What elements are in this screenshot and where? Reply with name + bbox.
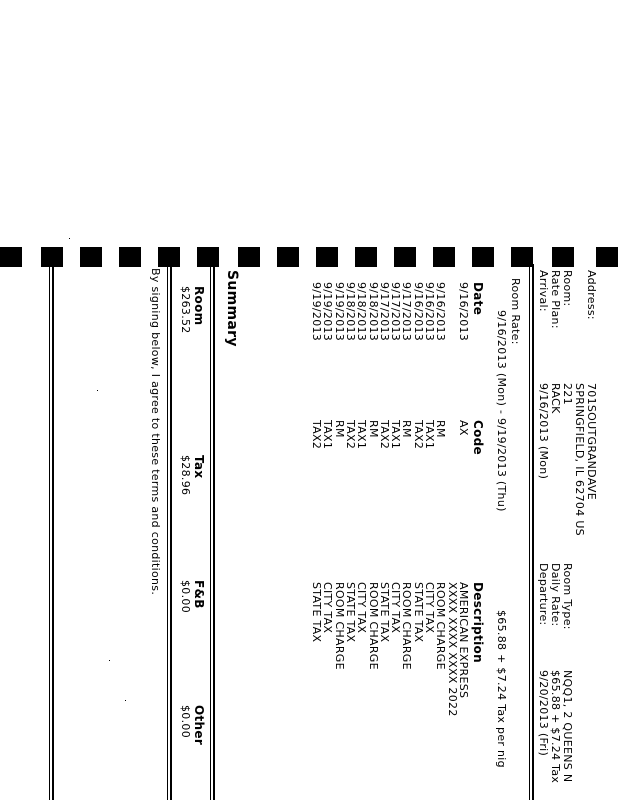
- transaction-description: ROOM CHARGE: [400, 582, 414, 670]
- registration-mark: [472, 247, 494, 267]
- transaction-date: 9/17/2013: [389, 282, 403, 342]
- arrival-value: 9/16/2013 (Mon): [537, 383, 550, 480]
- summary-fb-header: F&B: [192, 580, 206, 609]
- signature-rule: [49, 264, 50, 800]
- summary-tax-value: $28.96: [179, 455, 192, 496]
- signature-rule: [52, 264, 54, 800]
- section-rule: [532, 264, 534, 800]
- registration-mark: [277, 247, 299, 267]
- code-column-header: Code: [471, 420, 485, 455]
- departure-label: Departure:: [537, 563, 550, 626]
- transaction-description: CITY TAX: [389, 582, 403, 634]
- registration-mark: [158, 247, 180, 267]
- registration-mark: [238, 247, 260, 267]
- transaction-code: TAX1: [389, 420, 403, 450]
- room-label: Room:: [561, 270, 574, 307]
- transaction-description: STATE TAX: [310, 582, 324, 643]
- transaction-date: 9/16/2013: [434, 282, 448, 342]
- transaction-description: ROOM CHARGE: [434, 582, 448, 670]
- transaction-date: 9/19/2013: [310, 282, 324, 342]
- rate-plan-label: Rate Plan:: [549, 270, 562, 329]
- registration-mark: [316, 247, 338, 267]
- room-type-value: NQQ1, 2 QUEENS N: [561, 670, 574, 783]
- transaction-code: RM: [366, 420, 380, 438]
- scan-speck: [97, 390, 98, 391]
- transaction-description: ROOM CHARGE: [332, 582, 346, 670]
- registration-mark: [433, 247, 455, 267]
- summary-room-header: Room: [192, 286, 206, 326]
- transaction-date: 9/16/2013: [423, 282, 437, 342]
- section-rule: [213, 264, 215, 800]
- registration-mark: [0, 247, 22, 267]
- rate-plan-value: RACK: [549, 383, 562, 414]
- transaction-code: RM: [332, 420, 346, 438]
- transaction-description: CITY TAX: [321, 582, 335, 634]
- section-rule: [170, 264, 172, 800]
- transaction-code: TAX2: [310, 420, 324, 450]
- registration-mark: [355, 247, 377, 267]
- section-rule: [210, 264, 211, 800]
- transaction-code: TAX1: [355, 420, 369, 450]
- address-line2: SPRINGFIELD, IL 62704 US: [573, 383, 586, 536]
- registration-mark: [394, 247, 416, 267]
- transaction-date: 9/19/2013: [321, 282, 335, 342]
- transaction-description: STATE TAX: [377, 582, 391, 643]
- transaction-description: AMERICAN EXPRESS: [457, 582, 470, 699]
- scan-speck: [109, 660, 110, 661]
- section-rule: [529, 264, 530, 800]
- registration-mark: [80, 247, 102, 267]
- address-label: Address:: [585, 270, 598, 320]
- summary-fb-value: $0.00: [179, 580, 192, 613]
- daily-rate-label: Daily Rate:: [549, 563, 562, 627]
- room-rate-label: Room Rate:: [509, 278, 522, 345]
- registration-mark: [119, 247, 141, 267]
- transaction-description: ROOM CHARGE: [366, 582, 380, 670]
- description-column-header: Description: [471, 582, 485, 663]
- transaction-date: 9/19/2013: [332, 282, 346, 342]
- scan-speck: [125, 700, 126, 701]
- room-rate-period: 9/16/2013 (Mon) - 9/19/2013 (Thu): [495, 310, 508, 512]
- arrival-label: Arrival:: [537, 270, 550, 312]
- transaction-date: 9/16/2013: [457, 282, 470, 342]
- address-line1: 701SOUTGRANDAVE: [585, 383, 598, 500]
- section-rule: [167, 264, 168, 800]
- transaction-date: 9/17/2013: [377, 282, 391, 342]
- departure-value: 9/20/2013 (Fri): [537, 670, 550, 757]
- transaction-code: TAX2: [344, 420, 357, 450]
- summary-room-value: $263.52: [179, 286, 192, 334]
- transaction-date: 9/17/2013: [400, 282, 414, 342]
- transaction-code: TAX1: [321, 420, 335, 450]
- transaction-description: STATE TAX: [344, 582, 357, 643]
- transaction-date: 9/18/2013: [344, 282, 357, 342]
- transaction-description: XXXX XXXX XXXX 2022: [445, 582, 459, 717]
- date-column-header: Date: [471, 282, 485, 316]
- transaction-code: RM: [434, 420, 448, 438]
- transaction-code: TAX1: [423, 420, 437, 450]
- summary-other-value: $0.00: [179, 705, 192, 738]
- transaction-date: 9/18/2013: [355, 282, 369, 342]
- terms-text: By signing below, I agree to these terms and conditions.: [149, 268, 162, 596]
- registration-mark: [552, 247, 574, 267]
- transaction-code: RM: [400, 420, 414, 438]
- summary-other-header: Other: [192, 705, 206, 746]
- registration-mark: [596, 247, 618, 267]
- room-rate-amount: $65.88 + $7.24 Tax per nig: [495, 610, 508, 768]
- transaction-date: 9/16/2013: [411, 282, 425, 342]
- transaction-code: AX: [457, 420, 470, 436]
- transaction-description: CITY TAX: [423, 582, 437, 634]
- daily-rate-value: $65.88 + $7.24 Tax: [549, 670, 562, 784]
- summary-title: Summary: [224, 270, 240, 347]
- transaction-code: TAX2: [411, 420, 425, 450]
- transaction-description: STATE TAX: [411, 582, 425, 643]
- transaction-code: TAX2: [377, 420, 391, 450]
- room-value: 221: [561, 383, 574, 405]
- transaction-date: 9/18/2013: [366, 282, 380, 342]
- summary-tax-header: Tax: [192, 455, 206, 479]
- room-type-label: Room Type:: [561, 563, 574, 630]
- transaction-description: CITY TAX: [355, 582, 369, 634]
- registration-mark: [197, 247, 219, 267]
- scan-speck: [69, 238, 70, 239]
